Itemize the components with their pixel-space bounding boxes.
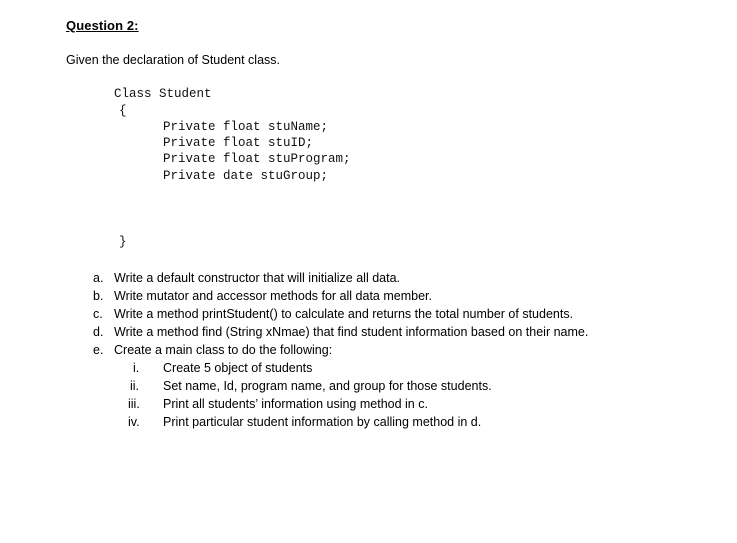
open-brace: {	[119, 104, 127, 118]
task-marker: d.	[93, 325, 104, 339]
close-brace: }	[119, 235, 127, 249]
field-declaration: Private date stuGroup;	[163, 169, 329, 183]
subtask-marker: iv.	[128, 415, 140, 429]
field-declaration: Private float stuID;	[163, 136, 314, 150]
task-text: Write a method find (String xNmae) that find student information based on their name.	[114, 325, 589, 339]
field-declaration: Private float stuName;	[163, 120, 329, 134]
task-marker: c.	[93, 307, 103, 321]
task-marker: b.	[93, 289, 104, 303]
task-marker: e.	[93, 343, 104, 357]
subtask-text: Print all students’ information using method in c.	[163, 397, 428, 411]
subtask-marker: iii.	[128, 397, 140, 411]
question-title: Question 2:	[66, 18, 139, 33]
subtask-text: Set name, Id, program name, and group for those students.	[163, 379, 492, 393]
field-declaration: Private float stuProgram;	[163, 152, 351, 166]
question-intro: Given the declaration of Student class.	[66, 53, 281, 67]
class-declaration: Class Student	[114, 87, 212, 101]
task-marker: a.	[93, 271, 104, 285]
task-text: Write a default constructor that will initialize all data.	[114, 271, 401, 285]
task-text: Create a main class to do the following:	[114, 343, 333, 357]
task-text: Write a method printStudent() to calculate and returns the total number of students.	[114, 307, 574, 321]
subtask-text: Print particular student information by calling method in d.	[163, 415, 482, 429]
subtask-text: Create 5 object of students	[163, 361, 313, 375]
subtask-marker: i.	[133, 361, 140, 375]
subtask-marker: ii.	[130, 379, 140, 393]
task-text: Write mutator and accessor methods for all data member.	[114, 289, 432, 303]
